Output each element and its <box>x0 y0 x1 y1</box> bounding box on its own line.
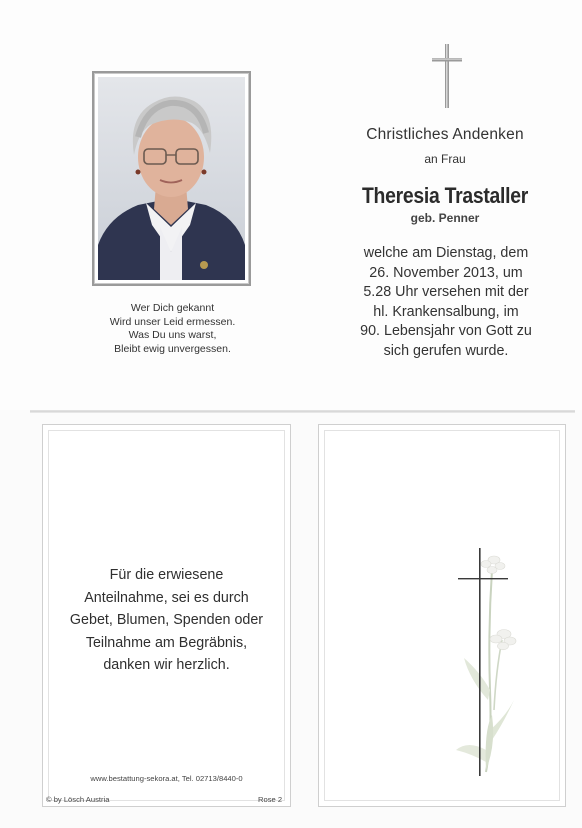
thanks-line: Für die erwiesene <box>109 567 224 583</box>
portrait-frame <box>92 71 251 286</box>
portrait-illustration <box>98 77 245 280</box>
heading: Christliches Andenken <box>366 126 524 143</box>
death-notice-line: 5.28 Uhr versehen mit der <box>363 284 529 300</box>
cross-with-flowers-icon <box>440 540 520 780</box>
death-notice-line: sich gerufen wurde. <box>383 342 509 359</box>
deceased-name: Theresia Trastaller <box>361 183 529 208</box>
maiden-name: geb. Penner <box>410 211 480 225</box>
death-notice-line: 26. November 2013, um <box>369 264 523 281</box>
thanks-line: Anteilnahme, sei es durch <box>84 589 249 606</box>
death-notice <box>346 244 546 361</box>
salutation: an Frau <box>424 152 466 166</box>
funeral-home-contact: www.bestattung-sekora.at, Tel. 02713/8440-0 <box>90 774 243 783</box>
poem-line: Bleibt ewig unvergessen. <box>114 342 231 355</box>
design-code: Rose 2 <box>258 795 283 804</box>
cross-icon <box>432 44 462 108</box>
poem-line: Wer Dich gekannt <box>130 302 215 314</box>
thanks-line: Teilnahme am Begräbnis, <box>85 634 248 651</box>
portrait-photo <box>98 77 245 280</box>
fold-divider <box>30 410 575 413</box>
memorial-poem <box>80 302 265 356</box>
death-notice-line: hl. Krankensalbung, im <box>373 303 519 320</box>
death-notice-line: welche am Dienstag, dem <box>363 245 529 261</box>
poem-line: Wird unser Leid ermessen. <box>109 315 236 328</box>
poem-line: Was Du uns warst, <box>128 329 217 342</box>
death-notice-line: 90. Lebensjahr von Gott zu <box>360 323 532 339</box>
thanks-line: Gebet, Blumen, Spenden oder <box>69 612 264 628</box>
thanks-text <box>42 564 291 677</box>
copyright-note: © by Lösch Austria <box>46 795 110 804</box>
thanks-line: danken wir herzlich. <box>103 657 230 673</box>
card-front <box>0 0 582 410</box>
